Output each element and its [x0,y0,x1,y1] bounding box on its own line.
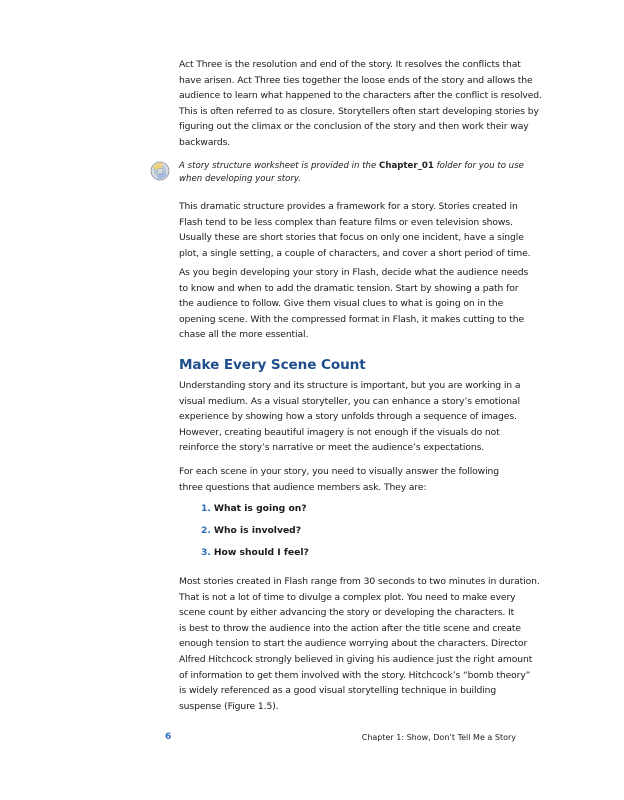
text-line: audience to learn what happened to the characters after the conflict is resolved. [179,90,542,102]
text-line: This dramatic structure provides a framework for a story. Stories created in [179,201,518,212]
page-number: 6 [165,732,172,742]
list-text: How should I feel? [213,547,309,558]
text-line: visual medium. As a visual storyteller, you can enhance a story’s emotional [179,395,520,407]
list-text: What is going on? [213,503,307,514]
text-line: Act Three is the resolution and end of the story. It resolves the conflicts that [179,59,521,70]
text-line: is widely referenced as a good visual storytelling technique in building [179,685,497,697]
text-line: Most stories created in Flash range from 30 seconds to two minutes in duration. [179,576,540,587]
text-line: three questions that audience members ask. They are: [179,481,427,493]
text-line: reinforce the story’s narrative or meet the audience’s expectations. [179,442,485,454]
folder-name: Chapter_01 [379,161,434,171]
list-text: Who is involved? [213,525,302,536]
text-line: Flash tend to be less complex than feature films or even television shows. [179,216,513,228]
text-line: of information to get them involved with the story. Hitchcock’s “bomb theory” [179,669,531,681]
list-number: 3. [201,547,211,558]
paragraph-hitchcock [179,574,540,714]
questions-list [201,501,309,567]
text-line: enough tension to start the audience worrying about the characters. Director [179,638,528,650]
cd-disc-icon [150,161,170,181]
paragraph-act-three [179,57,542,151]
running-footer: Chapter 1: Show, Don’t Tell Me a Story [361,733,516,742]
text-line: As you begin developing your story in Flash, decide what the audience needs [179,267,529,278]
list-item [201,523,309,545]
text-line: figuring out the climax or the conclusion of the story and then work their way [179,121,529,133]
paragraph-developing-story [179,265,529,343]
section-heading: Make Every Scene Count [179,357,366,373]
text-line: plot, a single setting, a couple of characters, and cover a short period of time. [179,247,531,259]
text-line: opening scene. With the compressed format in Flash, it makes cutting to the [179,313,525,325]
text-line: scene count by either advancing the story or developing the characters. It [179,607,515,619]
text-line: However, creating beautiful imagery is not enough if the visuals do not [179,426,500,438]
note-line-1: A story structure worksheet is provided in the Chapter_01 folder for you to use [179,161,524,171]
note-callout [179,160,524,186]
list-number: 2. [201,525,211,536]
text-line: is best to throw the audience into the action after the title scene and create [179,622,521,634]
text-line: backwards. [179,136,231,148]
text-line: to know and when to add the dramatic tension. Start by showing a path for [179,282,519,294]
text-line: That is not a lot of time to divulge a complex plot. You need to make every [179,591,516,603]
text-line: suspense (Figure 1.5). [179,700,279,712]
text-line: Alfred Hitchcock strongly believed in giving his audience just the right amount [179,653,533,665]
text-line: Understanding story and its structure is important, but you are working in a [179,380,521,391]
list-item [201,501,309,523]
text-line: have arisen. Act Three ties together the loose ends of the story and allows the [179,74,533,86]
text-line: experience by showing how a story unfolds through a sequence of images. [179,411,517,423]
list-item [201,545,309,567]
paragraph-dramatic-structure [179,199,531,261]
paragraph-three-questions [179,464,524,495]
note-line-2: when developing your story. [179,174,302,184]
text-line: the audience to follow. Give them visual clues to what is going on in the [179,298,504,310]
paragraph-visual-medium [179,378,524,456]
text-line: This is often referred to as closure. Storytellers often start developing stories by [179,105,539,117]
text-line: For each scene in your story, you need to visually answer the following [179,466,500,477]
list-number: 1. [201,503,211,514]
text-line: chase all the more essential. [179,329,309,341]
text-line: Usually these are short stories that focus on only one incident, have a single [179,232,524,244]
